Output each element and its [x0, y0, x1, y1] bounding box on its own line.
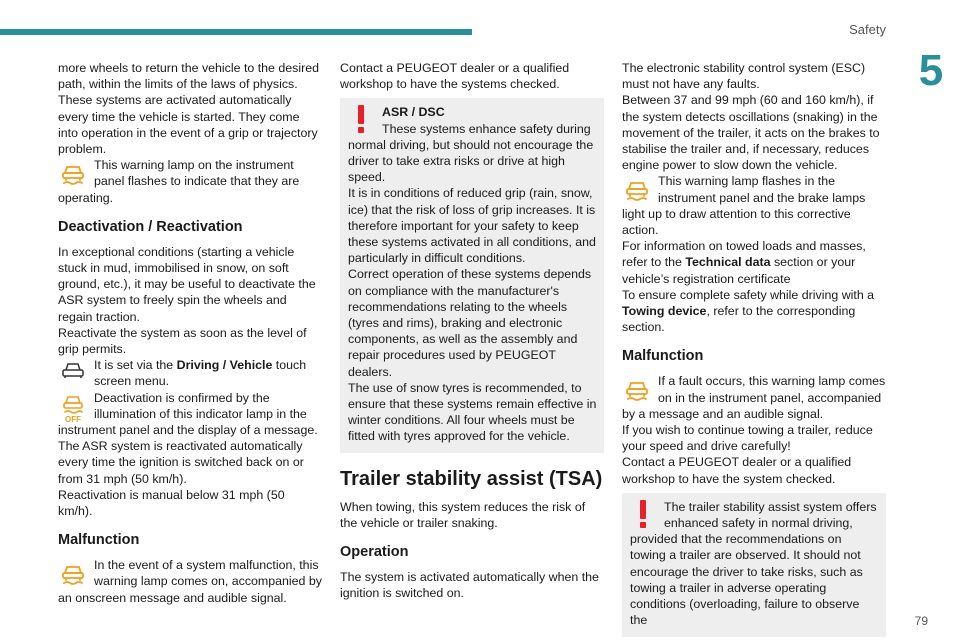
confirm-text: Deactivation is confirmed by the illumination of this indicator lamp in the instrument panel and the display of a message. — [58, 390, 318, 438]
malf-text: In the event of a system malfunction, this warning lamp comes on, accompanied by an onscreen message and audible signal. — [58, 558, 322, 605]
tsa-intro: When towing, this system reduces the risk of the vehicle or trailer snaking. — [340, 499, 586, 530]
heading-tsa: Trailer stability assist (TSA) — [340, 467, 603, 490]
heading-malfunction-1: Malfunction — [58, 532, 140, 549]
chapter-number: 5 — [918, 46, 944, 95]
note-asr-dsc — [340, 98, 604, 452]
column-3 — [622, 60, 886, 643]
malf-row — [58, 557, 322, 606]
info-pre: For information on towed loads and masses, refer to the — [622, 239, 866, 270]
heading-deactivation: Deactivation / Reactivation — [58, 218, 243, 235]
intro-text: more wheels to return the vehicle to the desired path, within the limits of the laws of physics. These systems are activated automatically every time the vehicle is started. They come into operation in the event of a grip or trajectory problem. — [58, 61, 320, 157]
set-via-text — [58, 357, 322, 389]
note-text-2: It is in conditions of reduced grip (rain, snow, ice) that the risk of loss of grip increases. It is therefore important for your safety to keep these systems activated in all conditions, and particularly in difficult conditions. — [348, 186, 596, 266]
malf-row-3 — [622, 373, 886, 422]
set-via-row — [58, 357, 322, 389]
note-text-3: Correct operation of these systems depends on compliance with the manufacturer's recommendations relating to the wheels (tyres and rims), braking and electronic components, as well as the assembly and repair procedures used by PEUGEOT dealers. — [348, 267, 592, 379]
note-title: ASR / DSC — [382, 105, 445, 120]
malf-text-3: If a fault occurs, this warning lamp comes on in the instrument panel, accompanied by a message and an audible signal. — [622, 374, 886, 421]
esc-text: The electronic stability control system (ESC) must not have any faults. — [622, 61, 866, 92]
column-2 — [340, 60, 604, 601]
skidding-car-warning-icon — [622, 374, 652, 404]
oscillation-text: Between 37 and 99 mph (60 and 160 km/h), if the system detects oscillations (snaking) in the movement of the trailer, it acts on the brakes to stabilise the trailer and, if necessary, reduces engine power to slow down the vehicle. — [622, 93, 880, 173]
safety-post: , refer to the corresponding section. — [622, 304, 856, 335]
skidding-car-off-icon — [58, 391, 88, 421]
note-text-1: These systems enhance safety during normal driving, but should not encourage the driver to take extra risks or drive at high speed. — [348, 121, 594, 185]
off-lamp-label: OFF — [65, 414, 81, 423]
info-text — [622, 238, 886, 287]
malf-text-3c: Contact a PEUGEOT dealer or a qualified workshop to have the system checked. — [622, 455, 852, 486]
note-text-4: The use of snow tyres is recommended, to ensure that these systems remain effective in winter conditions. All four wheels must be fitted with tyres approved for the vehicle. — [348, 380, 597, 444]
lamp-text-3: This warning lamp flashes in the instrument panel and the brake lamps light up to draw attention to this corrective action. — [622, 174, 866, 238]
heading-malfunction-2: Malfunction — [622, 348, 704, 365]
confirm-row — [58, 390, 322, 439]
safety-pre: To ensure complete safety while driving with a — [622, 287, 875, 302]
info-bold: Technical data — [685, 255, 771, 270]
car-outline-icon — [58, 358, 88, 388]
skidding-car-warning-icon — [58, 558, 88, 588]
skidding-car-warning-icon — [58, 158, 88, 188]
heading-operation: Operation — [340, 544, 409, 561]
deact-text-1: In exceptional conditions (starting a vehicle stuck in mud, immobilised in snow, on soft ground, etc.), it may be useful to deactivate the ASR system to freely spin the wheels and regain traction. — [58, 244, 316, 324]
lamp-text: This warning lamp on the instrument panel flashes to indicate that they are operating. — [58, 158, 300, 205]
page-number: 79 — [914, 614, 928, 628]
note-tsa — [622, 493, 886, 637]
section-title: Safety — [849, 22, 886, 37]
exclamation-warning-icon — [636, 499, 650, 529]
malf-text-3b: If you wish to continue towing a trailer, reduce your speed and drive carefully! — [622, 423, 873, 454]
skidding-car-warning-icon — [622, 174, 652, 204]
set-via-post: touch screen menu. — [94, 358, 307, 389]
column-1 — [58, 60, 322, 606]
operation-text: The system is activated automatically when the ignition is switched on. — [340, 570, 599, 601]
lamp-row — [58, 157, 322, 206]
manual-text: Reactivation is manual below 31 mph (50 km/h). — [58, 487, 285, 519]
lamp-row-3 — [622, 173, 886, 238]
menu-path: Driving / Vehicle — [176, 358, 273, 373]
note-tsa-text: The trailer stability assist system offers enhanced safety in normal driving, provided that the recommendations on towing a trailer are observed. It should not encourage the driver to take risks, such as towing a trailer in adverse operating conditions (overloading, failure to observe the — [630, 499, 877, 628]
exclamation-warning-icon — [354, 104, 368, 134]
deact-text-2: Reactivate the system as soon as the level of grip permits. — [58, 325, 307, 357]
safety-text — [622, 287, 886, 336]
set-via-pre: It is set via the — [94, 358, 177, 373]
contact-text: Contact a PEUGEOT dealer or a qualified workshop to have the systems checked. — [340, 61, 570, 92]
header-accent-bar — [0, 29, 472, 35]
safety-bold: Towing device — [622, 304, 707, 319]
info-post: section or your vehicle’s registration certificate — [622, 255, 856, 286]
reactivated-text: The ASR system is reactivated automatically every time the ignition is switched back on or from 31 mph (50 km/h). — [58, 439, 304, 486]
